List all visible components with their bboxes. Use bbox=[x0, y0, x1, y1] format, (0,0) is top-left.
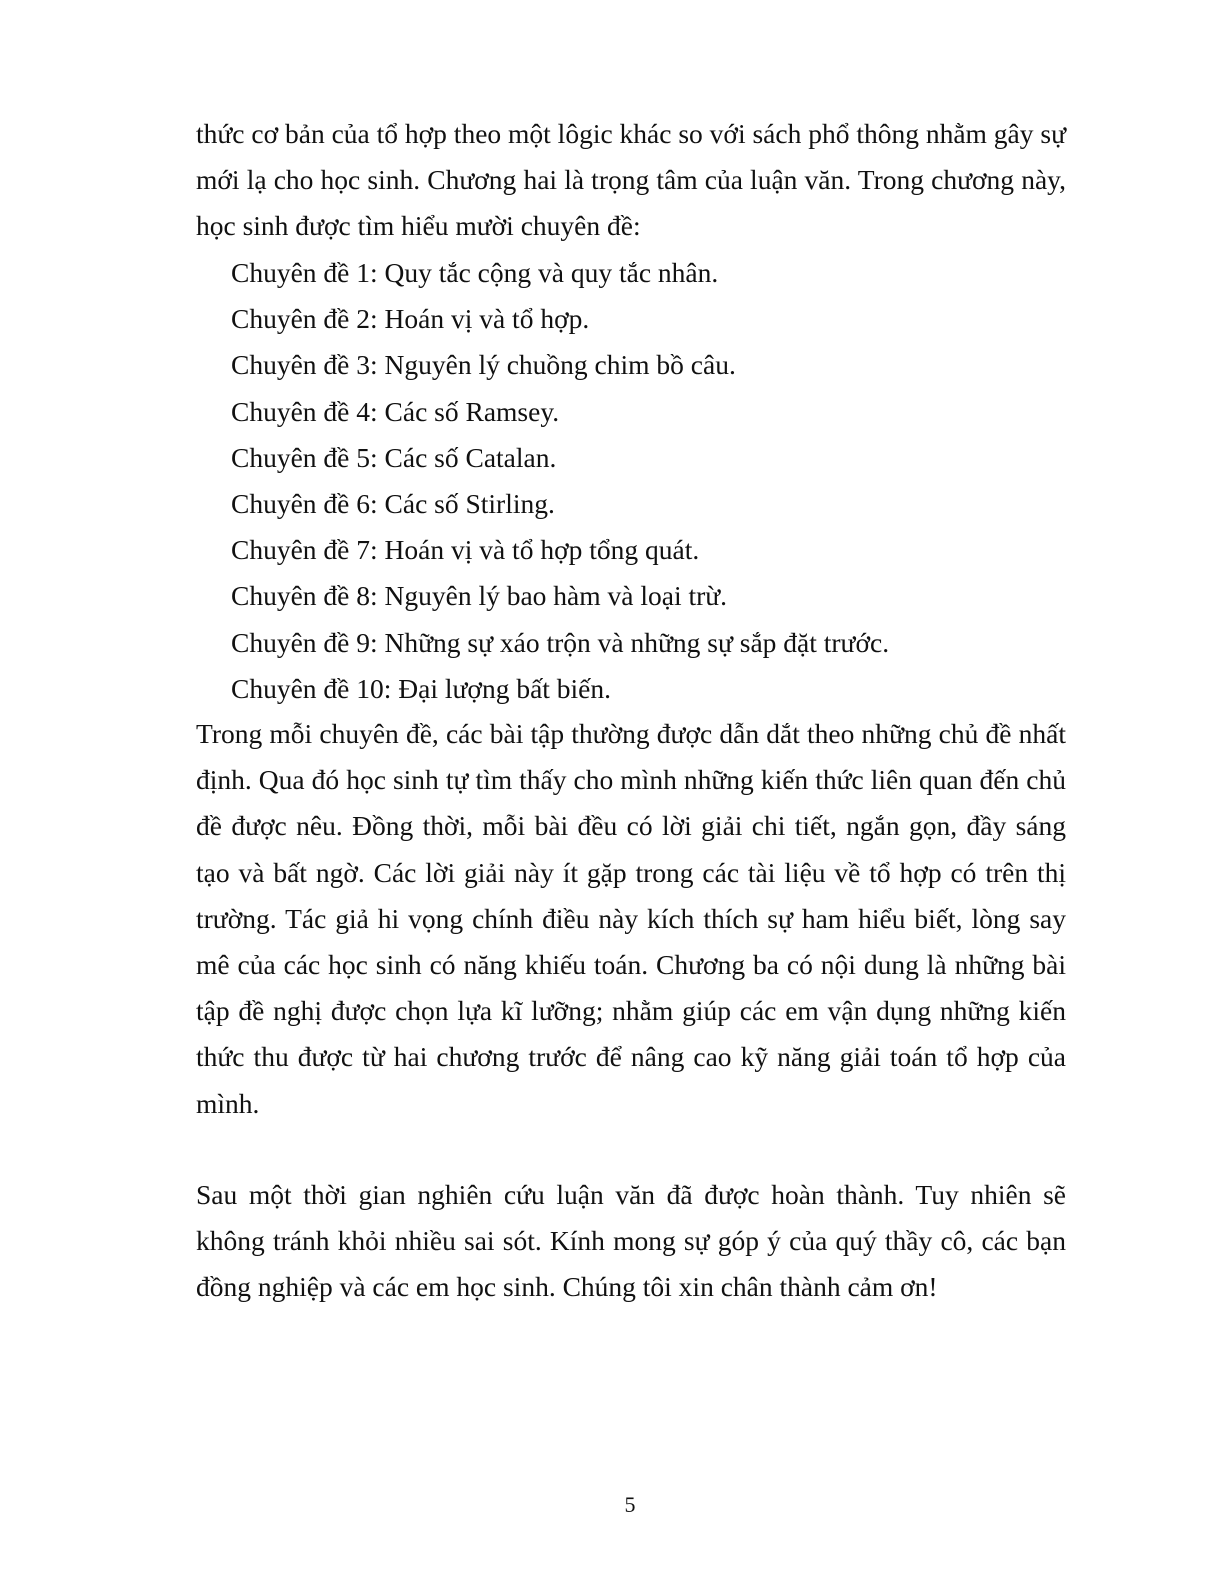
topic-item-10: Chuyên đề 10: Đại lượng bất biến. bbox=[231, 672, 612, 704]
closing-paragraph: Sau một thời gian nghiên cứu luận văn đã được hoàn thành. Tuy nhiên sẽ không tránh khỏi nhiều sai sót. Kính mong sự góp ý của quý thầy cô, các bạn đồng nghiệp và các em học sinh. Chúng tôi xin chân thành cảm ơn! bbox=[196, 1179, 1066, 1303]
topic-list bbox=[231, 250, 889, 712]
topic-item-3: Chuyên đề 3: Nguyên lý chuồng chim bồ câu. bbox=[231, 349, 736, 381]
topic-item-6: Chuyên đề 6: Các số Stirling. bbox=[231, 488, 555, 520]
topic-item-8: Chuyên đề 8: Nguyên lý bao hàm và loại trừ. bbox=[231, 580, 728, 612]
topic-item-9: Chuyên đề 9: Những sự xáo trộn và những sự sắp đặt trước. bbox=[231, 626, 890, 658]
topic-item-5: Chuyên đề 5: Các số Catalan. bbox=[231, 441, 557, 473]
page-number: 5 bbox=[624, 1492, 636, 1517]
topic-item-7: Chuyên đề 7: Hoán vị và tổ hợp tổng quát. bbox=[231, 534, 700, 566]
body-paragraph: Trong mỗi chuyên đề, các bài tập thường được dẫn dắt theo những chủ đề nhất định. Qua đó học sinh tự tìm thấy cho mình những kiến thức liên quan đến chủ đề được nêu. Đồng thời, mỗi bài đều có lời giải chi tiết, ngắn gọn, đầy sáng tạo và bất ngờ. Các lời giải này ít gặp trong các tài liệu về tổ hợp có trên thị trường. Tác giả hi vọng chính điều này kích thích sự ham hiểu biết, lòng say mê của các học sinh có năng khiếu toán. Chương ba có nội dung là những bài tập đề nghị được chọn lựa kĩ lưỡng; nhằm giúp các em vận dụng những kiến thức thu được từ hai chương trước để nâng cao kỹ năng giải toán tổ hợp của mình. bbox=[196, 718, 1066, 1119]
topic-item-1: Chuyên đề 1: Quy tắc cộng và quy tắc nhân. bbox=[231, 257, 719, 288]
intro-paragraph: thức cơ bản của tổ hợp theo một lôgic khác so với sách phổ thông nhằm gây sự mới lạ cho học sinh. Chương hai là trọng tâm của luận văn. Trong chương này, học sinh được tìm hiểu mười chuyên đề: bbox=[196, 118, 1066, 242]
topic-item-2: Chuyên đề 2: Hoán vị và tổ hợp. bbox=[231, 303, 590, 335]
topic-item-4: Chuyên đề 4: Các số Ramsey. bbox=[231, 395, 560, 427]
